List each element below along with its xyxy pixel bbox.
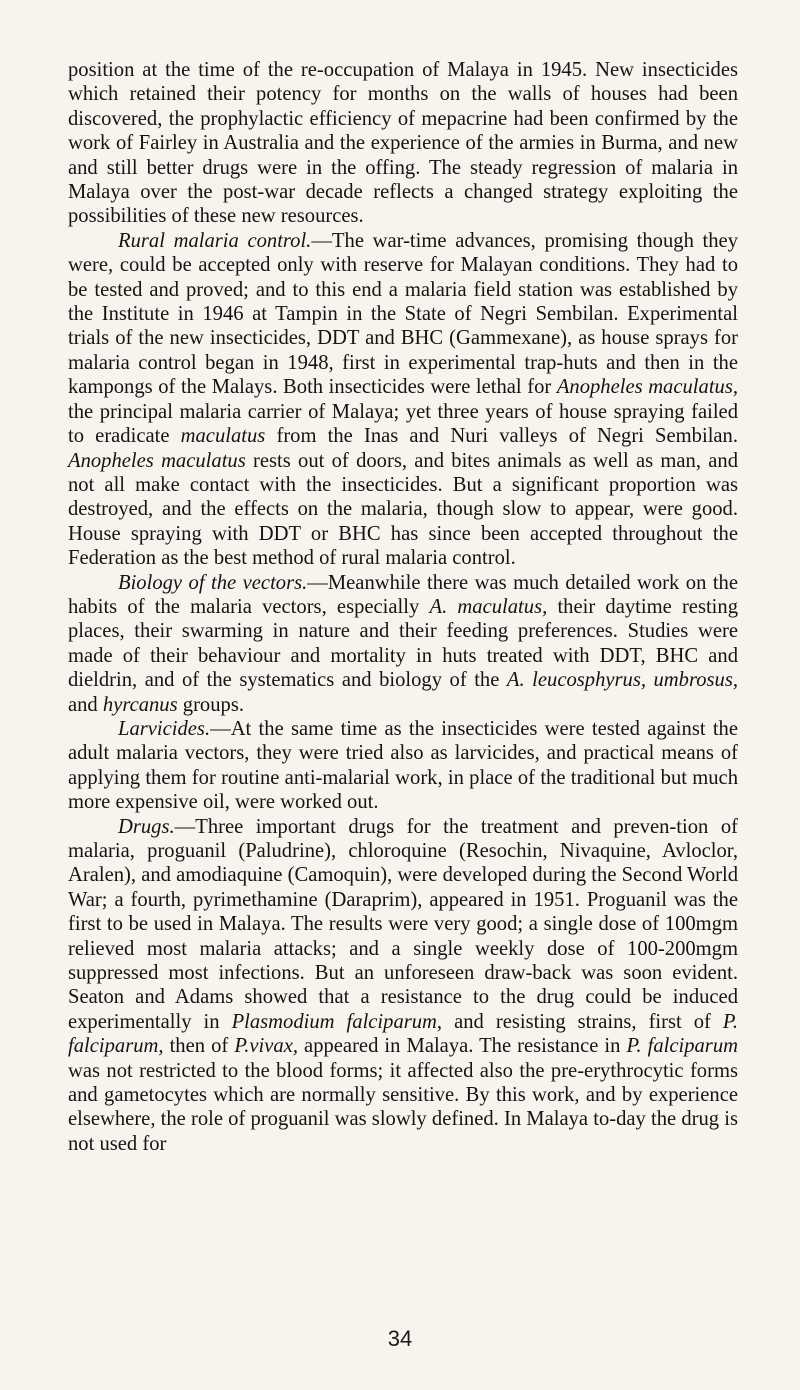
paragraph-text: then of [163, 1035, 235, 1058]
page-body [68, 58, 738, 1156]
paragraph-drugs [68, 815, 738, 1157]
paragraph-text: —Three important drugs for the treatment and preven-tion of malaria, proguanil (Paludrine), chloroquine (Resochin, Nivaquine, Avloclor, Aralen), and amodiaquine (Camoquin), were developed during the Second World War; a fourth, pyrimethamine (Daraprim), appeared in 1951. Proguanil was the first to be used in Malaya. The results were very good; a single dose of 100mgm relieved most malaria attacks; and a single weekly dose of 100-200mgm suppressed most infections. But an unforeseen draw-back was soon evident. Seaton and Adams showed that a resistance to the drug could be induced experimentally in [68, 815, 738, 1033]
species-name: P. falciparum, [68, 1010, 738, 1058]
page-number: 34 [387, 1326, 413, 1351]
paragraph-text: and resisting strains, first of [442, 1010, 723, 1033]
section-heading-drugs: Drugs. [118, 815, 175, 838]
paragraph-text: the principal malaria carrier of Malaya; yet three years of house spraying failed to eradicate [68, 400, 738, 448]
paragraph-text: and [68, 693, 103, 716]
paragraph-rural-malaria-control [68, 229, 738, 571]
paragraph-text: —Meanwhile there was much detailed work on the habits of the malaria vectors, especially [68, 571, 738, 618]
species-name: A. maculatus, [429, 595, 548, 618]
section-heading-rural-malaria-control: Rural malaria control. [118, 229, 312, 252]
paragraph-larvicides [68, 717, 738, 815]
paragraph-text: from the Inas and Nuri valleys of Negri Sembilan. [265, 425, 738, 448]
species-name: P.vivax, [234, 1035, 298, 1058]
paragraph-text: —At the same time as the insecticides were tested against the adult malaria vectors, they were tried also as larvicides, and practical means of applying them for routine anti-malarial work, in place of the traditional but much more expensive oil, were worked out. [68, 717, 738, 814]
species-name: Anopheles maculatus [68, 449, 246, 472]
section-heading-biology-of-vectors: Biology of the vectors. [118, 571, 308, 594]
paragraph-intro: position at the time of the re-occupation of Malaya in 1945. New insecticides which retained their potency for months on the walls of houses had been discovered, the prophylactic efficiency of mepacrine had been confirmed by the work of Fairley in Australia and the experience of the armies in Burma, and new and still better drugs were in the offing. The steady regression of malaria in Malaya over the post-war decade reflects a changed strategy exploiting the possibilities of these new resources. [68, 59, 738, 228]
species-name: maculatus [180, 425, 266, 448]
species-name: A. leucosphyrus, umbrosus, [506, 669, 738, 692]
paragraph-text: was not restricted to the blood forms; it affected also the pre-erythrocytic forms and gametocytes which are normally sensitive. By this work, and by experience elsewhere, the role of proguanil was slowly defined. In Malaya to-day the drug is not used for [68, 1059, 738, 1155]
species-name: hyrcanus [102, 693, 178, 716]
paragraph-text: —The war-time advances, promising though they were, could be accepted only with reserve for Malayan conditions. They had to be tested and proved; and to this end a malaria field station was established by the Institute in 1946 at Tampin in the State of Negri Sembilan. Experimental trials of the new insecticides, DDT and BHC (Gammexane), as house sprays for malaria control began in 1948, first in experimental trap-huts and then in the kampongs of the Malays. Both insecticides were lethal for [68, 229, 738, 399]
section-heading-larvicides: Larvicides. [118, 717, 211, 740]
species-name: Anopheles maculatus, [556, 376, 738, 399]
paragraph-text: their daytime resting places, their swarming in nature and their feeding preferences. Studies were made of their behaviour and mortality in huts treated with DDT, BHC and dieldrin, and of the systematics and biology of the [68, 595, 738, 692]
paragraph-text: groups. [177, 693, 244, 716]
paragraph-text: rests out of doors, and bites animals as well as man, and not all make contact with the insecticides. But a significant proportion was destroyed, and the effects on the malaria, though slow to appear, were good. House spraying with DDT or BHC has since been accepted throughout the Federation as the best method of rural malaria control. [68, 449, 739, 570]
species-name: P. falciparum [626, 1035, 738, 1058]
species-name: Plasmodium falciparum, [231, 1010, 443, 1033]
paragraph-text: appeared in Malaya. The resistance in [298, 1035, 627, 1058]
paragraph-biology-of-vectors [68, 571, 738, 717]
